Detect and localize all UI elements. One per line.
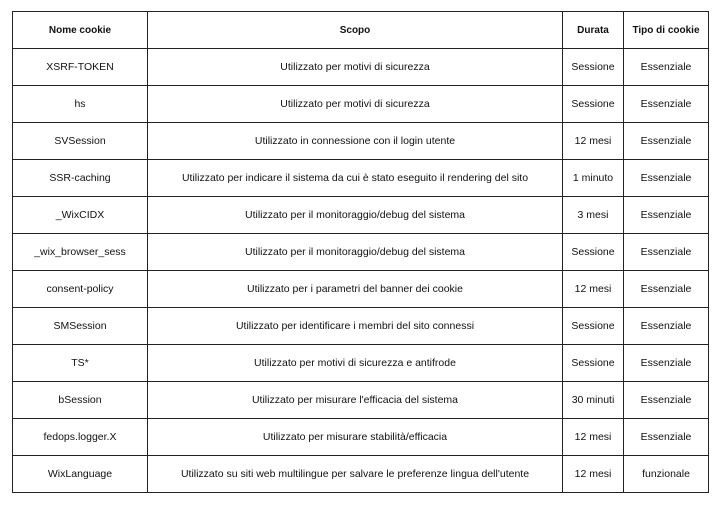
- header-scope: Scopo: [148, 12, 563, 49]
- header-duration: Durata: [563, 12, 624, 49]
- cell-scope: Utilizzato per indicare il sistema da cui è stato eseguito il rendering del sito: [148, 160, 563, 197]
- cell-cookie-name: TS*: [13, 345, 148, 382]
- cell-duration: 12 mesi: [563, 419, 624, 456]
- cell-cookie-name: consent-policy: [13, 271, 148, 308]
- cell-cookie-name: SVSession: [13, 123, 148, 160]
- cell-cookie-name: hs: [13, 86, 148, 123]
- cell-cookie-name: SMSession: [13, 308, 148, 345]
- cell-scope: Utilizzato per motivi di sicurezza: [148, 86, 563, 123]
- cell-duration: 1 minuto: [563, 160, 624, 197]
- cell-scope: Utilizzato per motivi di sicurezza: [148, 49, 563, 86]
- table-row: [13, 234, 709, 271]
- cookie-table-body: [13, 49, 709, 493]
- cell-scope: Utilizzato per misurare l'efficacia del sistema: [148, 382, 563, 419]
- table-row: [13, 197, 709, 234]
- cell-scope: Utilizzato per motivi di sicurezza e antifrode: [148, 345, 563, 382]
- cell-scope: Utilizzato per il monitoraggio/debug del sistema: [148, 197, 563, 234]
- cell-cookie-type: Essenziale: [624, 308, 709, 345]
- cell-scope: Utilizzato per misurare stabilità/efficacia: [148, 419, 563, 456]
- cell-cookie-name: fedops.logger.X: [13, 419, 148, 456]
- cookie-table: [12, 11, 709, 493]
- table-row: [13, 49, 709, 86]
- cell-duration: 12 mesi: [563, 271, 624, 308]
- table-row: [13, 345, 709, 382]
- cell-duration: Sessione: [563, 234, 624, 271]
- cell-cookie-type: Essenziale: [624, 419, 709, 456]
- cell-cookie-type: Essenziale: [624, 160, 709, 197]
- cell-cookie-type: funzionale: [624, 456, 709, 493]
- cell-duration: 12 mesi: [563, 456, 624, 493]
- header-cookie-name: Nome cookie: [13, 12, 148, 49]
- table-row: [13, 123, 709, 160]
- cell-cookie-type: Essenziale: [624, 345, 709, 382]
- table-row: [13, 456, 709, 493]
- table-header-row: [13, 12, 709, 49]
- cell-cookie-name: _WixCIDX: [13, 197, 148, 234]
- cell-cookie-name: SSR-caching: [13, 160, 148, 197]
- cell-cookie-name: WixLanguage: [13, 456, 148, 493]
- cell-duration: Sessione: [563, 345, 624, 382]
- table-row: [13, 308, 709, 345]
- cell-duration: 3 mesi: [563, 197, 624, 234]
- cell-duration: 12 mesi: [563, 123, 624, 160]
- cell-duration: Sessione: [563, 49, 624, 86]
- cell-scope: Utilizzato per il monitoraggio/debug del sistema: [148, 234, 563, 271]
- cell-cookie-type: Essenziale: [624, 382, 709, 419]
- cell-duration: Sessione: [563, 86, 624, 123]
- table-row: [13, 382, 709, 419]
- cell-cookie-type: Essenziale: [624, 123, 709, 160]
- cell-scope: Utilizzato su siti web multilingue per salvare le preferenze lingua dell'utente: [148, 456, 563, 493]
- cell-cookie-name: XSRF-TOKEN: [13, 49, 148, 86]
- cell-scope: Utilizzato per i parametri del banner dei cookie: [148, 271, 563, 308]
- table-row: [13, 86, 709, 123]
- table-row: [13, 419, 709, 456]
- cell-cookie-type: Essenziale: [624, 49, 709, 86]
- cell-scope: Utilizzato in connessione con il login utente: [148, 123, 563, 160]
- cell-cookie-type: Essenziale: [624, 197, 709, 234]
- table-row: [13, 160, 709, 197]
- cell-duration: 30 minuti: [563, 382, 624, 419]
- cell-cookie-type: Essenziale: [624, 234, 709, 271]
- cell-duration: Sessione: [563, 308, 624, 345]
- cell-cookie-name: _wix_browser_sess: [13, 234, 148, 271]
- cell-cookie-name: bSession: [13, 382, 148, 419]
- header-cookie-type: Tipo di cookie: [624, 12, 709, 49]
- table-row: [13, 271, 709, 308]
- cell-cookie-type: Essenziale: [624, 271, 709, 308]
- cell-scope: Utilizzato per identificare i membri del sito connessi: [148, 308, 563, 345]
- cell-cookie-type: Essenziale: [624, 86, 709, 123]
